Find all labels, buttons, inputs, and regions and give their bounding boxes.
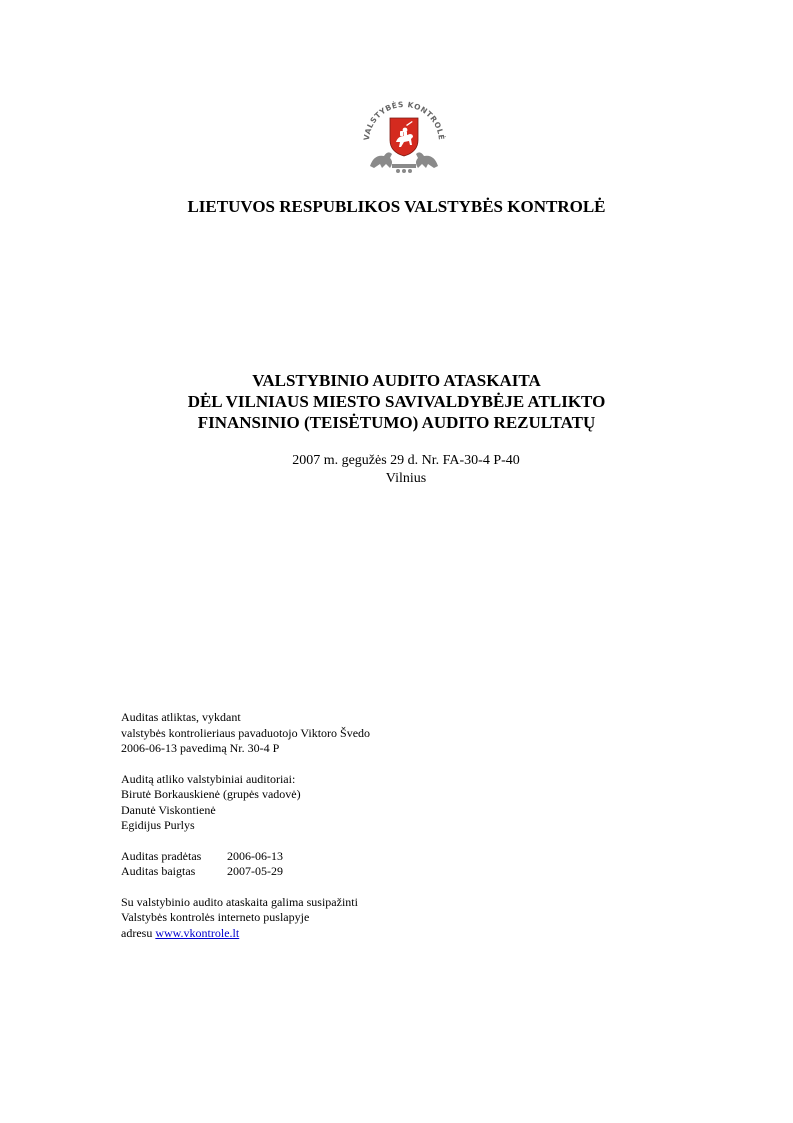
audit-basis <box>121 710 370 757</box>
report-city: Vilnius <box>385 471 427 486</box>
web-address-row <box>121 926 370 942</box>
state-audit-emblem-logo <box>360 92 448 176</box>
auditor-name: Birutė Borkauskienė (grupės vadovė) <box>121 787 301 801</box>
audit-basis-line: valstybės kontrolieriaus pavaduotojo Viktoro Švedo <box>121 725 371 740</box>
report-date-number: 2007 m. gegužės 29 d. Nr. FA-30-4 P-40 <box>292 453 520 468</box>
audit-date-row <box>121 849 370 865</box>
audit-info <box>121 710 370 956</box>
auditors-heading: Auditą atliko valstybiniai auditoriai: <box>121 771 296 786</box>
web-info-line: Su valstybinio audito ataskaita galima susipažinti <box>121 894 358 909</box>
report-title-line: DĖL VILNIAUS MIESTO SAVIVALDYBĖJE ATLIKTO <box>187 392 606 411</box>
audit-dates <box>121 849 370 880</box>
auditor-name: Danutė Viskontienė <box>121 802 216 817</box>
organization-title: LIETUVOS RESPUBLIKOS VALSTYBĖS KONTROLĖ <box>187 197 606 216</box>
audit-date-label: Auditas baigtas <box>121 864 196 878</box>
report-title-line: FINANSINIO (TEISĖTUMO) AUDITO REZULTATŲ <box>197 413 596 432</box>
audit-basis-line: 2006-06-13 pavedimą Nr. 30-4 P <box>121 741 280 755</box>
auditors-list <box>121 772 370 834</box>
audit-date-label: Auditas pradėtas <box>121 848 202 863</box>
report-title <box>0 370 793 433</box>
web-info-line: Valstybės kontrolės interneto puslapyje <box>121 910 310 924</box>
audit-date-value: 2006-06-13 <box>227 848 283 863</box>
audit-date-row <box>121 864 370 880</box>
report-meta <box>0 452 793 488</box>
audit-basis-line: Auditas atliktas, vykdant <box>121 710 241 724</box>
web-address-prefix: adresu <box>121 925 156 940</box>
auditor-name: Egidijus Purlys <box>121 818 195 832</box>
report-title-line: VALSTYBINIO AUDITO ATASKAITA <box>252 371 541 390</box>
web-info <box>121 895 370 942</box>
audit-date-value: 2007-05-29 <box>227 864 283 878</box>
emblem-arc-text: VALSTYBĖS KONTROLĖ <box>361 99 447 141</box>
website-link[interactable]: www.vkontrole.lt <box>155 925 240 940</box>
